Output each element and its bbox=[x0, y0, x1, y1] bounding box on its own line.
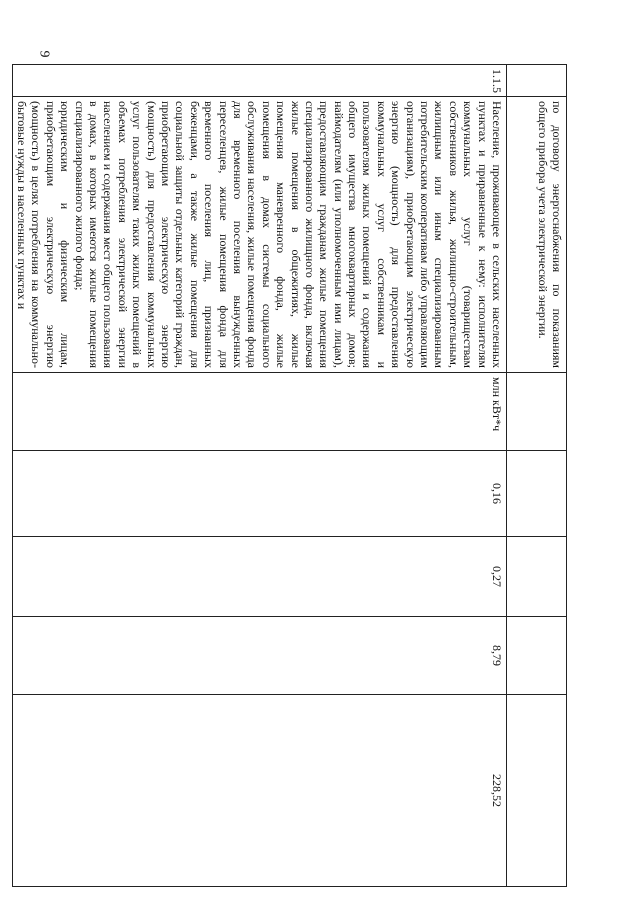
row-value-4: 228,52 bbox=[12, 695, 506, 887]
row-number: 1.1.5 bbox=[12, 65, 506, 97]
row-value-3: 8,79 bbox=[12, 617, 506, 695]
row-description: по договору энергоснабжения по показаниям общего прибора учета электрической энергии. bbox=[507, 97, 567, 373]
row-unit bbox=[507, 373, 567, 451]
row-description bbox=[12, 97, 506, 373]
row-value-3 bbox=[507, 617, 567, 695]
rotated-table-container bbox=[15, 64, 567, 886]
table-row-prev bbox=[507, 65, 567, 887]
row-number bbox=[507, 65, 567, 97]
tariff-table bbox=[12, 64, 567, 887]
row-value-2 bbox=[507, 537, 567, 617]
description-paragraph-1: Население, проживающее в сельских населенных пунктах и приравненные к нему: исполнителям коммунальных услуг (товариществам собственников жилья, жилищно-строительным, жилищным или иным специализированным потребительским кооперативам либо управляющим организациям), приобретающим электрическую энергию (мощность) для предоставления коммунальных услуг собственникам и пользователям жилых помещений и содержания общего имущества многоквартирных домов; наймодателям (или уполномоченным ими лицам), предоставляющим гражданам жилые помещения специализированного жилищного фонда, включая жилые помещения в общежитиях, жилые помещения маневренного фонда, жилые помещения в домах системы социального обслуживания населения, жилые помещения фонда для временного поселения вынужденных переселенцев, жилые помещения фонда для временного поселения лиц, признанных беженцами, а также жилые помещения для социальной защиты отдельных категорий граждан, приобретающим электрическую энергию (мощность) для предоставления коммунальных услуг пользователям таких жилых помещений в объемах потребления электрической энергии населением и содержания мест общего пользования в домах, в которых имеются жилые помещения специализированного жилого фонда; bbox=[72, 101, 504, 368]
row-value-2: 0,27 bbox=[12, 537, 506, 617]
row-value-1: 0,16 bbox=[12, 451, 506, 537]
row-value-4 bbox=[507, 695, 567, 887]
page-number: 9 bbox=[36, 50, 52, 58]
row-unit: млн кВт*ч bbox=[12, 373, 506, 451]
description-paragraph-2: юридическим и физическим лицам, приобретающим электрическую энергию (мощность) в целях потребления на коммунально-бытовые нужды в населенных пунктах и bbox=[15, 101, 73, 368]
table-row-1-1-5 bbox=[12, 65, 506, 887]
row-value-1 bbox=[507, 451, 567, 537]
